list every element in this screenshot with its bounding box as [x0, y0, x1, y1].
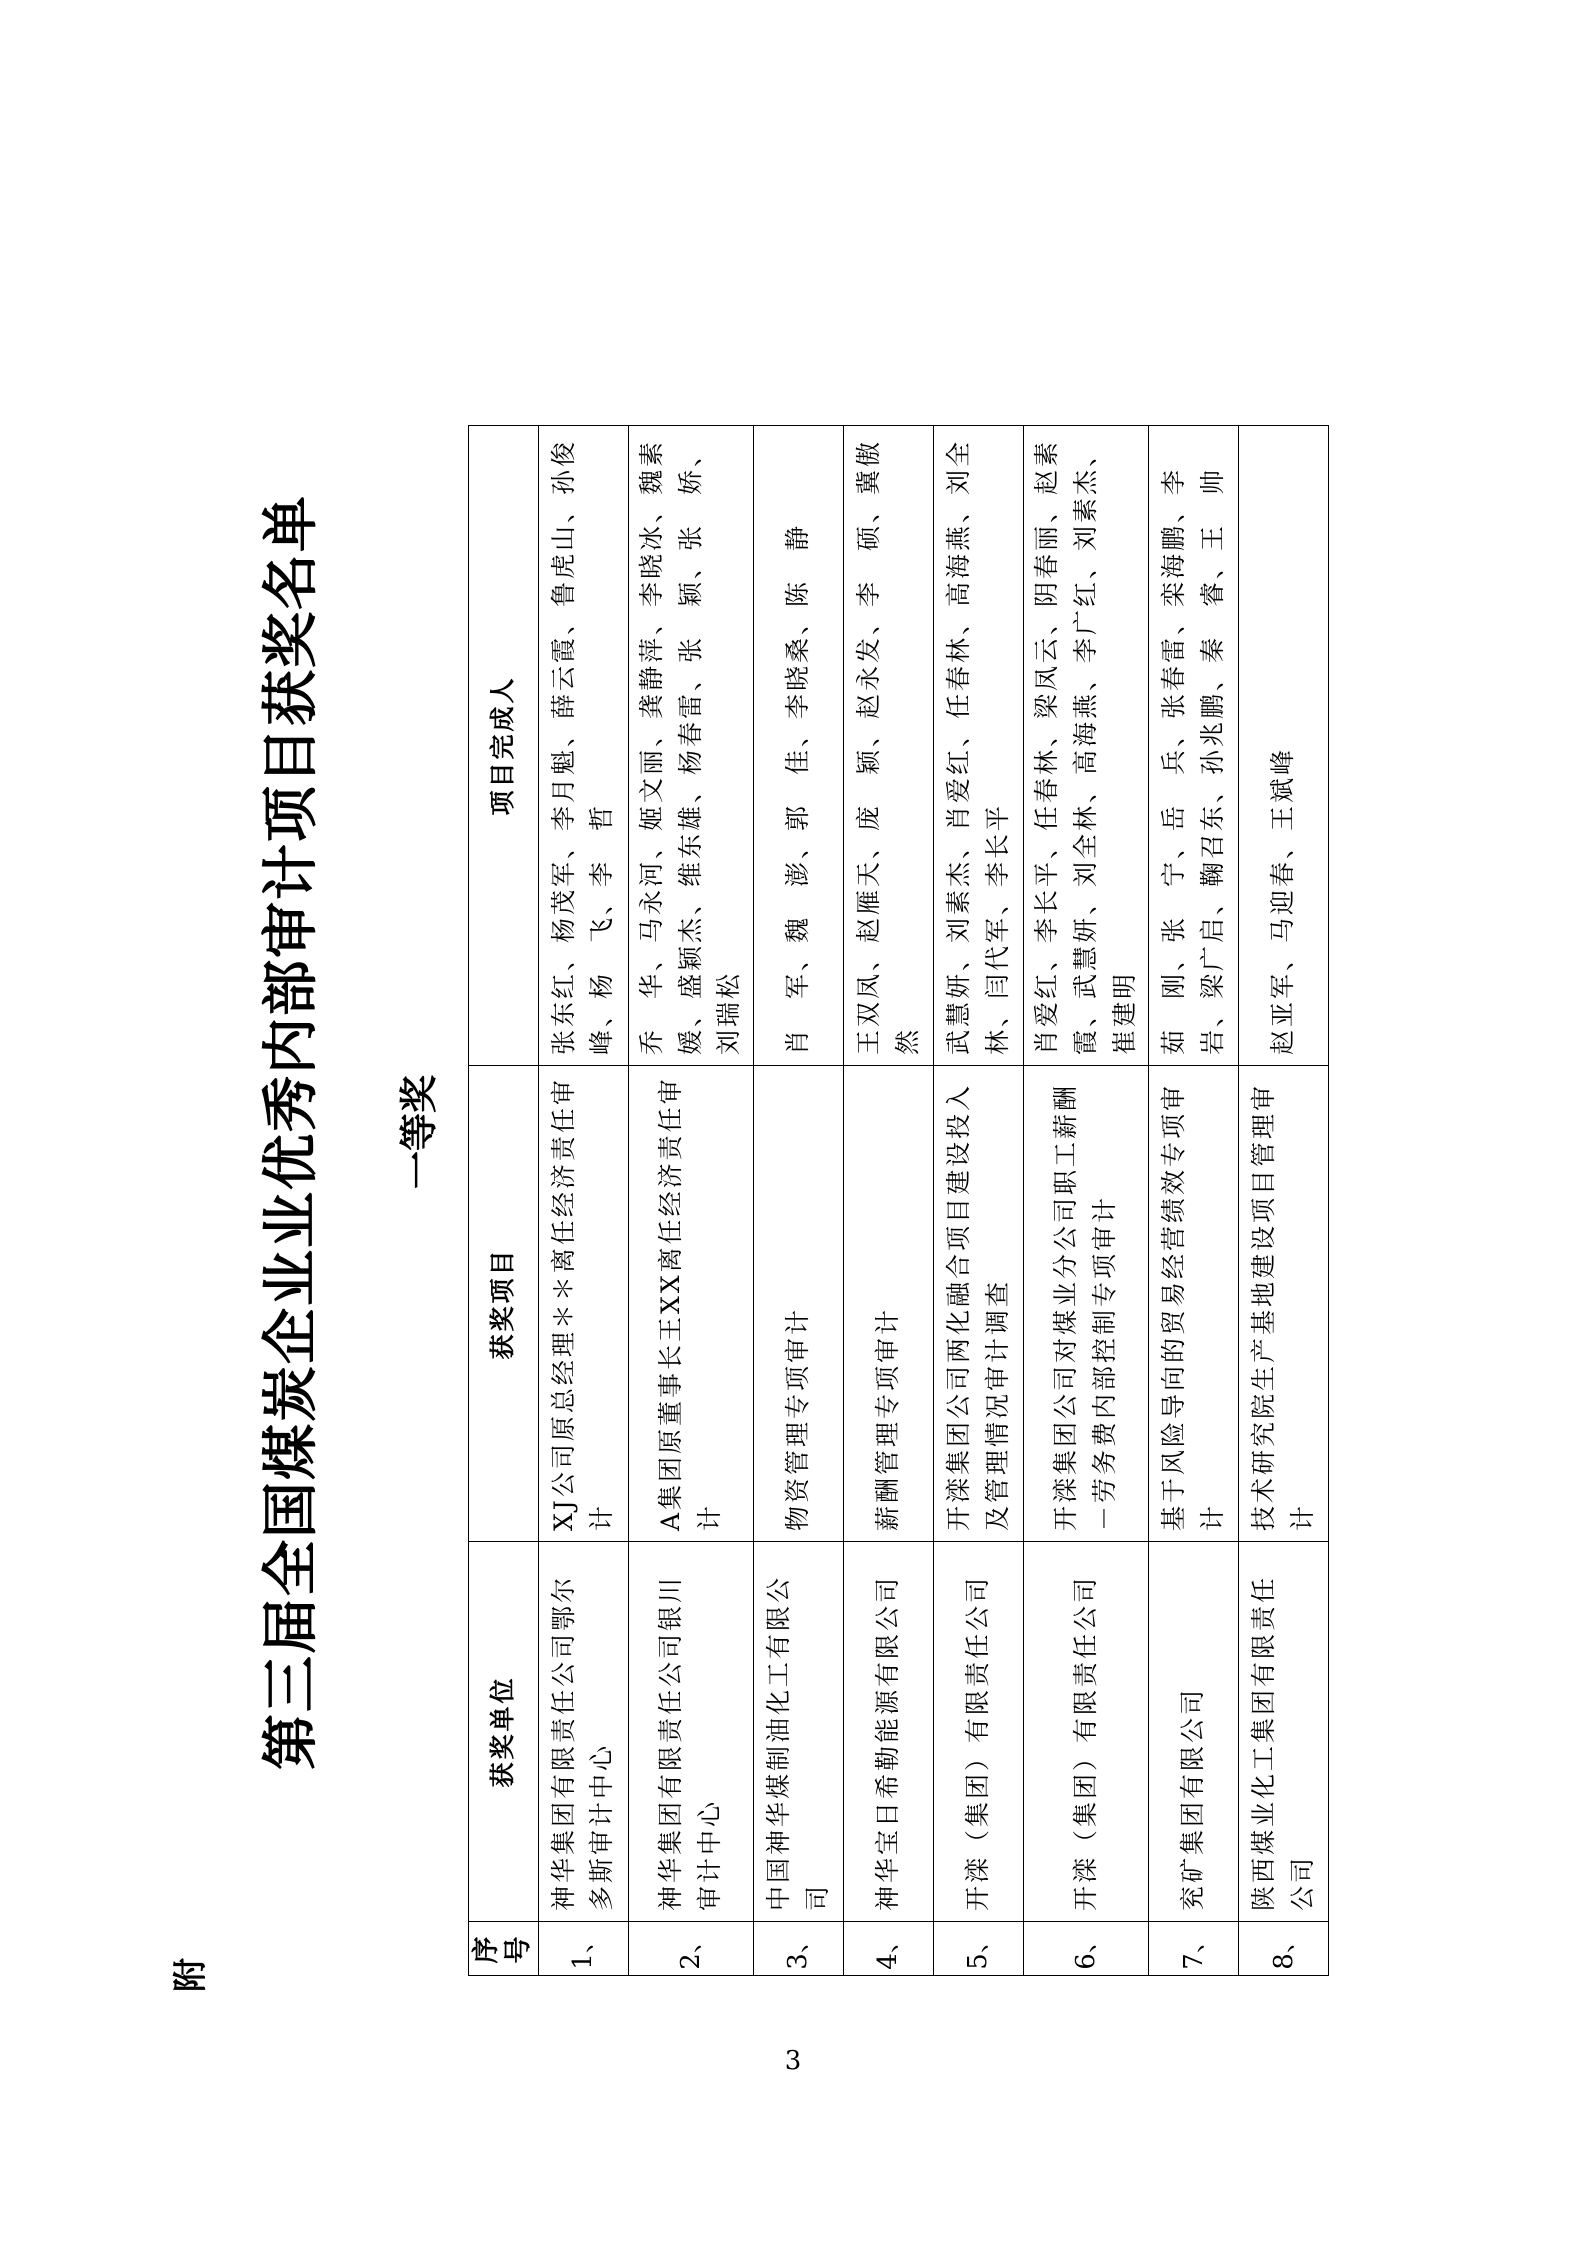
rotated-page-content	[163, 272, 1317, 1992]
row-seq: 5、	[934, 1922, 1024, 1976]
table-row	[628, 426, 753, 1976]
header-seq: 序号	[469, 1922, 539, 1976]
row-people: 乔 华、马永河、姬文丽、龚静萍、李晓冰、魏素媛、盛颖杰、维东雄、杨春雷、张 颖、张 娇、刘瑞松	[628, 426, 753, 1066]
row-seq: 7、	[1149, 1922, 1239, 1976]
table-header-row	[469, 426, 539, 1976]
row-unit: 神华集团有限责任公司银川审计中心	[628, 1542, 753, 1922]
award-level-heading: 一等奖	[397, 1075, 441, 1190]
row-people: 茹 刚、张 宁、岳 兵、张春雷、栾海鹏、李 岩、梁广启、鞠召东、孙兆鹏、秦 睿、王 帅	[1149, 426, 1239, 1066]
row-project: XJ公司原总经理＊＊离任经济责任审计	[538, 1066, 628, 1542]
row-people: 武慧妍、刘素杰、肖爱红、任春林、高海燕、刘全林、闫代军、李长平	[934, 426, 1024, 1066]
row-unit: 开滦（集团）有限责任公司	[934, 1542, 1024, 1922]
page-number: 3	[784, 2046, 802, 2076]
award-table	[468, 425, 1329, 1976]
row-unit: 陕西煤业化工集团有限责任公司	[1239, 1542, 1329, 1922]
row-project: 开滦集团公司对煤业分公司职工薪酬－劳务费内部控制专项审计	[1024, 1066, 1149, 1542]
table-row	[1024, 426, 1149, 1976]
row-people: 赵亚军、马迎春、王斌峰	[1239, 426, 1329, 1066]
header-unit: 获奖单位	[469, 1542, 539, 1922]
header-project: 获奖项目	[469, 1066, 539, 1542]
row-unit: 神华宝日希勒能源有限公司	[844, 1542, 934, 1922]
row-unit: 兖矿集团有限公司	[1149, 1542, 1239, 1922]
row-seq: 8、	[1239, 1922, 1329, 1976]
row-seq: 6、	[1024, 1922, 1149, 1976]
annex-label: 附	[171, 1958, 211, 1992]
header-people: 项目完成人	[469, 426, 539, 1066]
row-project: 物资管理专项审计	[754, 1066, 844, 1542]
row-project: 薪酬管理专项审计	[844, 1066, 934, 1542]
row-seq: 1、	[538, 1922, 628, 1976]
row-seq: 2、	[628, 1922, 753, 1976]
row-people: 肖 军、魏 澎、郭 佳、李晓桑、陈 静	[754, 426, 844, 1066]
row-people: 王双凤、赵雁天、庞 颖、赵永发、李 硕、冀傲然	[844, 426, 934, 1066]
document-title: 第三届全国煤炭企业业优秀内部审计项目获奖名单	[258, 494, 324, 1770]
table-row	[934, 426, 1024, 1976]
row-project: 开滦集团公司两化融合项目建设投入及管理情况审计调查	[934, 1066, 1024, 1542]
row-people: 肖爱红、李长平、任春林、梁凤云、阴春丽、赵素霞、武慧妍、刘全林、高海燕、李广红、刘素杰、崔建明	[1024, 426, 1149, 1066]
table-row	[1149, 426, 1239, 1976]
row-unit: 开滦（集团）有限责任公司	[1024, 1542, 1149, 1922]
table-row	[1239, 426, 1329, 1976]
row-seq: 4、	[844, 1922, 934, 1976]
row-seq: 3、	[754, 1922, 844, 1976]
row-project: A集团原董事长王XX离任经济责任审计	[628, 1066, 753, 1542]
table-row	[844, 426, 934, 1976]
row-people: 张东红、杨茂军、李月魁、薛云霞、鲁虎山、孙俊峰、杨 飞、李 哲	[538, 426, 628, 1066]
row-project: 基于风险导向的贸易经营绩效专项审计	[1149, 1066, 1239, 1542]
row-unit: 神华集团有限责任公司鄂尔多斯审计中心	[538, 1542, 628, 1922]
table-row	[538, 426, 628, 1976]
row-unit: 中国神华煤制油化工有限公司	[754, 1542, 844, 1922]
row-project: 技术研究院生产基地建设项目管理审计	[1239, 1066, 1329, 1542]
table-row	[754, 426, 844, 1976]
